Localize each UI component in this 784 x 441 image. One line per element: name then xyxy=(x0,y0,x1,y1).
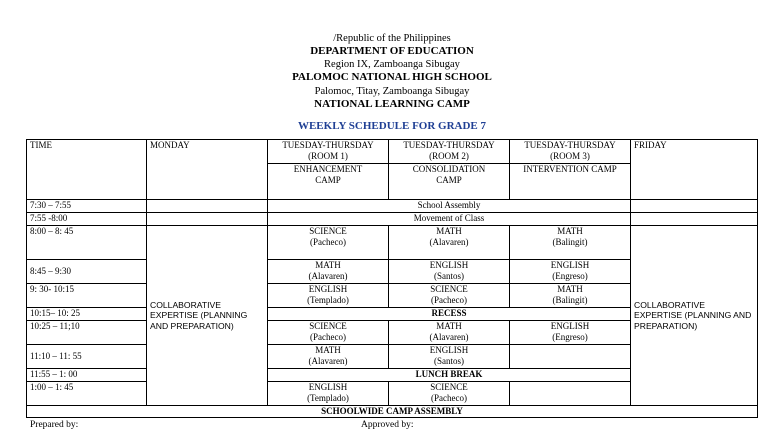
camp-consolidation: CONSOLIDATION CAMP xyxy=(389,164,510,200)
header-region: Region IX, Zamboanga Sibugay xyxy=(324,59,460,70)
time-cell: 1:00 – 1: 45 xyxy=(27,382,147,406)
time-cell: 7:30 – 7:55 xyxy=(27,200,147,213)
col-room1-header: TUESDAY-THURSDAY (ROOM 1) xyxy=(268,140,389,164)
schoolwide-assembly-cell: SCHOOLWIDE CAMP ASSEMBLY xyxy=(27,406,758,418)
class-cell: SCIENCE (Pacheco) xyxy=(389,284,510,308)
class-cell: MATH (Alavaren) xyxy=(389,226,510,260)
class-cell: MATH (Alavaren) xyxy=(389,321,510,345)
empty-cell xyxy=(147,213,268,226)
header-department: DEPARTMENT OF EDUCATION xyxy=(310,45,474,57)
class-cell: SCIENCE (Pacheco) xyxy=(268,226,389,260)
camp-intervention: INTERVENTION CAMP xyxy=(510,164,631,200)
prepared-by-label: Prepared by: xyxy=(30,420,79,430)
class-cell: MATH (Balingit) xyxy=(510,226,631,260)
class-cell: ENGLISH (Santos) xyxy=(389,345,510,369)
table-row xyxy=(27,213,758,226)
class-cell: MATH (Alavaren) xyxy=(268,345,389,369)
time-cell: 7:55 -8:00 xyxy=(27,213,147,226)
empty-cell xyxy=(631,213,758,226)
table-header-row xyxy=(27,140,758,164)
time-cell: 10:15– 10: 25 xyxy=(27,308,147,321)
col-monday-header: MONDAY xyxy=(147,140,268,200)
table-row xyxy=(27,200,758,213)
class-cell: ENGLISH (Templado) xyxy=(268,284,389,308)
friday-collab-cell: COLLABORATIVE EXPERTISE (PLANNING AND PREPARATION) xyxy=(631,226,758,406)
empty-cell xyxy=(147,200,268,213)
empty-cell xyxy=(631,200,758,213)
header-address: Palomoc, Titay, Zamboanga Sibugay xyxy=(314,86,470,97)
class-cell: ENGLISH (Templado) xyxy=(268,382,389,406)
recess-cell: RECESS xyxy=(268,308,631,321)
time-cell: 8:45 – 9:30 xyxy=(27,260,147,284)
class-cell: ENGLISH (Engreso) xyxy=(510,321,631,345)
lunch-break-cell: LUNCH BREAK xyxy=(268,369,631,382)
empty-cell xyxy=(510,345,631,369)
col-time-header: TIME xyxy=(27,140,147,200)
schedule-title: WEEKLY SCHEDULE FOR GRADE 7 xyxy=(297,120,487,132)
time-cell: 10:25 – 11;10 xyxy=(27,321,147,345)
time-cell: 9: 30- 10:15 xyxy=(27,284,147,308)
class-cell: SCIENCE (Pacheco) xyxy=(268,321,389,345)
header-republic: /Republic of the Philippines xyxy=(333,33,451,44)
header-camp: NATIONAL LEARNING CAMP xyxy=(314,98,470,110)
header-school: PALOMOC NATIONAL HIGH SCHOOL xyxy=(292,71,492,83)
time-cell: 11:55 – 1: 00 xyxy=(27,369,147,382)
table-row xyxy=(27,406,758,418)
col-friday-header: FRIDAY xyxy=(631,140,758,200)
class-cell: ENGLISH (Engreso) xyxy=(510,260,631,284)
class-cell: MATH (Balingit) xyxy=(510,284,631,308)
camp-enhancement: ENHANCEMENT CAMP xyxy=(268,164,389,200)
school-assembly-cell: School Assembly xyxy=(268,200,631,213)
monday-collab-cell: COLLABORATIVE EXPERTISE (PLANNING AND PREPARATION) xyxy=(147,226,268,406)
time-cell: 8:00 – 8: 45 xyxy=(27,226,147,260)
class-cell: SCIENCE (Pacheco) xyxy=(389,382,510,406)
class-cell: MATH (Alavaren) xyxy=(268,260,389,284)
time-cell: 11:10 – 11: 55 xyxy=(27,345,147,369)
col-room2-header: TUESDAY-THURSDAY (ROOM 2) xyxy=(389,140,510,164)
movement-cell: Movement of Class xyxy=(268,213,631,226)
schedule-table xyxy=(26,139,758,418)
table-row xyxy=(27,226,758,260)
approved-by-label: Approved by: xyxy=(361,420,414,430)
class-cell: ENGLISH (Santos) xyxy=(389,260,510,284)
empty-cell xyxy=(510,382,631,406)
col-room3-header: TUESDAY-THURSDAY (ROOM 3) xyxy=(510,140,631,164)
